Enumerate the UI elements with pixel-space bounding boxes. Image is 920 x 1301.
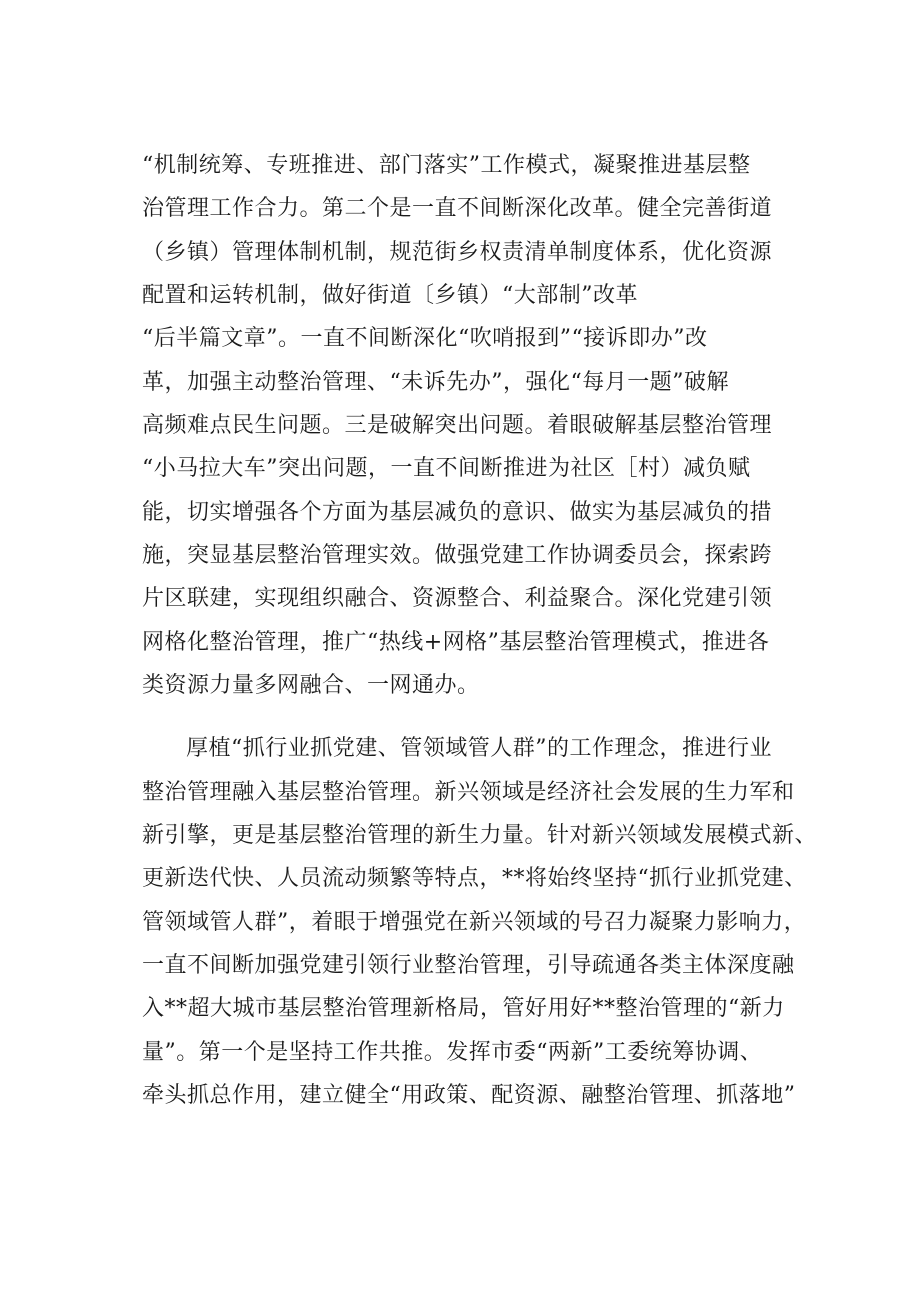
text-line-1: “机制统筹、专班推进、部门落实”工作模式，凝聚推进基层整 [142, 153, 751, 178]
text-line-6: 革，加强主动整治管理、“未诉先办”，强化“每月一题”破解 [142, 370, 729, 395]
text-line-12: 网格化整治管理，推广“热线+网格”基层整治管理模式，推进各 [142, 630, 770, 655]
text-line-21: 量”。第一个是坚持工作共推。发挥市委“两新”工委统筹协调、 [142, 1040, 763, 1065]
text-line-20: 入**超大城市基层整治管理新格局，管好用好**整治管理的“新力 [142, 996, 785, 1021]
text-line-18: 管领域管人群”，着眼于增强党在新兴领域的号召力凝聚力影响力， [142, 910, 807, 935]
text-line-9: 能，切实增强各个方面为基层减负的意识、做实为基层减负的措 [142, 500, 773, 525]
text-line-15: 整治管理融入基层整治管理。新兴领域是经济社会发展的生力军和 [142, 780, 795, 805]
text-line-10: 施，突显基层整治管理实效。做强党建工作协调委员会，探索跨 [142, 543, 773, 568]
text-line-19: 一直不间断加强党建引领行业整治管理，引导疏通各类主体深度融 [142, 953, 795, 978]
text-line-11: 片区联建，实现组织融合、资源整合、利益聚合。深化党建引领 [142, 586, 773, 611]
text-line-17: 更新迭代快、人员流动频繁等特点，**将始终坚持“抓行业抓党建、 [142, 866, 807, 891]
text-line-14: 厚植“抓行业抓党建、管领域管人群”的工作理念，推进行业 [186, 736, 772, 761]
text-line-3: （乡镇）管理体制机制，规范街乡权责清单制度体系，优化资源 [142, 240, 773, 265]
text-line-2: 治管理工作合力。第二个是一直不间断深化改革。健全完善街道 [142, 196, 773, 221]
text-line-22: 牵头抓总作用，建立健全“用政策、配资源、融整治管理、抓落地” [142, 1083, 796, 1108]
text-line-5: “后半篇文章”。一直不间断深化“吹哨报到”“接诉即办”改 [142, 326, 708, 351]
text-line-4: 配置和运转机制，做好街道〔乡镇）“大部制”改革 [142, 283, 638, 308]
text-line-13: 类资源力量多网融合、一网通办。 [142, 673, 480, 698]
text-line-16: 新引擎，更是基层整治管理的新生力量。针对新兴领域发展模式新、 [142, 823, 818, 848]
text-line-7: 高频难点民生问题。三是破解突出问题。着眼破解基层整治管理 [142, 413, 773, 438]
text-line-8: “小马拉大车”突出问题，一直不间断推进为社区［村）减负赋 [142, 456, 751, 481]
